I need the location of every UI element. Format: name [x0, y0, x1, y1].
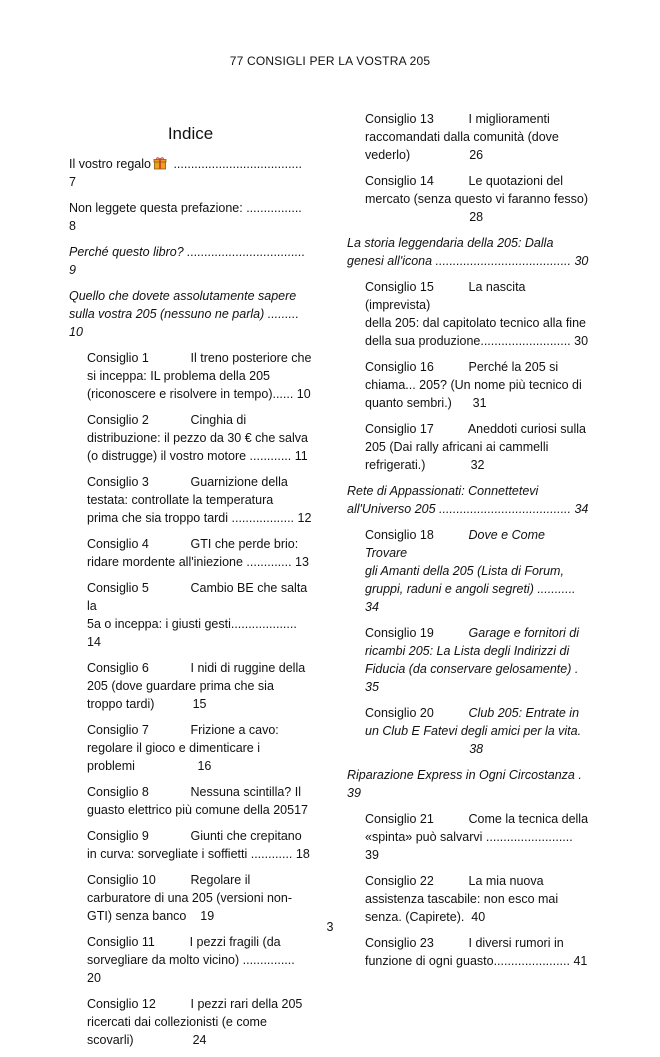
index-heading: Indice	[167, 124, 214, 143]
toc-line: Consiglio 6 I nidi di ruggine della	[87, 661, 306, 675]
toc-line: chiama... 205? (Un nome più tecnico di	[365, 378, 582, 392]
toc-line: quanto sembri.) 31	[365, 396, 487, 410]
toc-entries-right	[347, 110, 590, 970]
toc-line: genesi all'icona ....................................... 30	[347, 254, 589, 268]
toc-line: funzione di ogni guasto...................... 41	[365, 954, 588, 968]
toc-line: Consiglio 5 Cambio BE che salta la	[87, 581, 311, 613]
left-entry-13[interactable]	[87, 827, 312, 863]
left-entry-12[interactable]	[87, 783, 312, 819]
toc-line: gli Amanti della 205 (Lista di Forum,	[365, 564, 564, 578]
toc-line: Consiglio 4 GTI che perde brio:	[87, 537, 299, 551]
toc-line: sorvegliare da molto vicino) ............... 20	[87, 953, 299, 985]
toc-line: un Club E Fatevi degli amici per la vita.	[365, 724, 582, 738]
toc-line: «spinta» può salvarvi ......................... 39	[365, 830, 577, 862]
toc-line: Consiglio 23 I diversi rumori in	[365, 936, 564, 950]
toc-line: scovarli) 24	[87, 1033, 207, 1047]
toc-line: Consiglio 16 Perché la 205 si	[365, 360, 559, 374]
left-entry-8[interactable]	[87, 535, 312, 571]
toc-line: 5a o inceppa: i giusti gesti................... 14	[87, 617, 301, 649]
toc-line: problemi 16	[87, 759, 212, 773]
toc-line: testata: controllate la temperatura	[87, 493, 274, 507]
toc-line: Consiglio 22 La mia nuova	[365, 874, 544, 888]
left-entry-9[interactable]	[87, 579, 312, 651]
toc-line: della 205: dal capitolato tecnico alla fine	[365, 316, 586, 330]
toc-line: Quello che dovete assolutamente sapere	[69, 289, 297, 303]
toc-line	[69, 155, 312, 191]
toc-line: Consiglio 12 I pezzi rari della 205	[87, 997, 303, 1011]
toc-line: (o distrugge) il vostro motore ............ 11	[87, 449, 308, 463]
toc-line: 205 (Dai rally africani ai cammelli	[365, 440, 549, 454]
toc-line: Perché questo libro? .................................. 9	[69, 245, 309, 277]
toc-line: Consiglio 19 Garage e fornitori di	[365, 626, 580, 640]
toc-line: Consiglio 21 Come la tecnica della	[365, 812, 589, 826]
toc-line: all'Universo 205 ...................................... 34	[347, 502, 589, 516]
right-entry-6[interactable]	[365, 420, 590, 474]
right-entry-2[interactable]	[365, 172, 590, 226]
right-entry-9[interactable]	[365, 624, 590, 696]
left-entry-6[interactable]	[87, 411, 312, 465]
gift-icon	[153, 156, 167, 170]
toc-line: guasto elettrico più comune della 20517	[87, 803, 308, 817]
toc-text: Il vostro regalo	[69, 157, 151, 171]
toc-line: Consiglio 10 Regolare il	[87, 873, 251, 887]
right-entry-13[interactable]	[365, 872, 590, 926]
left-entry-15[interactable]	[87, 933, 312, 987]
index-column-right	[347, 110, 590, 978]
toc-line: carburatore di una 205 (versioni non-	[87, 891, 292, 905]
toc-line: Consiglio 15 La nascita (imprevista)	[365, 280, 529, 312]
right-entry-10[interactable]	[365, 704, 590, 758]
toc-line: Consiglio 11 I pezzi fragili (da	[87, 935, 281, 949]
left-entry-14[interactable]	[87, 871, 312, 925]
toc-line: Consiglio 7 Frizione a cavo:	[87, 723, 279, 737]
toc-line: Consiglio 17 Aneddoti curiosi sulla	[365, 422, 586, 436]
left-entry-5[interactable]	[87, 349, 312, 403]
toc-line: assistenza tascabile: non esco mai	[365, 892, 559, 906]
right-entry-3[interactable]	[347, 234, 590, 270]
right-entry-14[interactable]	[365, 934, 590, 970]
toc-line: Consiglio 18 Dove e Come Trovare	[365, 528, 549, 560]
left-entry-2[interactable]	[69, 199, 312, 235]
left-entry-10[interactable]	[87, 659, 312, 713]
toc-line: Rete di Appassionati: Connettetevi	[347, 484, 539, 498]
toc-line: 38	[365, 742, 484, 756]
toc-line: 205 (dove guardare prima che sia	[87, 679, 274, 693]
page-number: 3	[326, 920, 334, 934]
toc-line: in curva: sorvegliate i soffietti ............ 18	[87, 847, 310, 861]
toc-line: Consiglio 20 Club 205: Entrate in	[365, 706, 580, 720]
toc-line: Consiglio 2 Cinghia di	[87, 413, 247, 427]
toc-line: 28	[365, 210, 484, 224]
left-entry-4[interactable]	[69, 287, 312, 341]
toc-line: Riparazione Express in Ogni Circostanza . 39	[347, 768, 586, 800]
toc-line: si inceppa: IL problema della 205	[87, 369, 270, 383]
left-entry-1[interactable]	[69, 155, 312, 191]
right-entry-11[interactable]	[347, 766, 590, 802]
toc-line: ricercati dai collezionisti (e come	[87, 1015, 267, 1029]
toc-line: ridare mordente all'iniezione ............. 13	[87, 555, 309, 569]
right-entry-8[interactable]	[365, 526, 590, 616]
right-entry-4[interactable]	[365, 278, 590, 350]
toc-line: Consiglio 8 Nessuna scintilla? Il	[87, 785, 301, 799]
toc-line: La storia leggendaria della 205: Dalla	[347, 236, 554, 250]
toc-leader: ..................................... 7	[69, 157, 306, 189]
toc-line: Consiglio 9 Giunti che crepitano	[87, 829, 302, 843]
toc-line: gruppi, raduni e angoli segreti) ........... 34	[365, 582, 580, 614]
toc-line: GTI) senza banco 19	[87, 909, 215, 923]
running-header: 77 CONSIGLI PER LA VOSTRA 205	[229, 54, 431, 68]
toc-line: mercato (senza questo vi faranno fesso)	[365, 192, 589, 206]
left-entry-7[interactable]	[87, 473, 312, 527]
left-entry-16[interactable]	[87, 995, 312, 1049]
toc-line: Consiglio 14 Le quotazioni del	[365, 174, 564, 188]
toc-line: Consiglio 13 I miglioramenti	[365, 112, 550, 126]
toc-line: ricambi 205: La Lista degli Indirizzi di	[365, 644, 570, 658]
toc-line: troppo tardi) 15	[87, 697, 207, 711]
toc-entries-left	[69, 155, 312, 1049]
toc-line: Fiducia (da conservare gelosamente) . 35	[365, 662, 582, 694]
toc-line: della sua produzione.......................... 30	[365, 334, 589, 348]
toc-line: Consiglio 3 Guarnizione della	[87, 475, 288, 489]
right-entry-7[interactable]	[347, 482, 590, 518]
toc-line: distribuzione: il pezzo da 30 € che salva	[87, 431, 308, 445]
toc-line: senza. (Capirete). 40	[365, 910, 486, 924]
left-entry-11[interactable]	[87, 721, 312, 775]
right-entry-5[interactable]	[365, 358, 590, 412]
toc-line: Consiglio 1 Il treno posteriore che	[87, 351, 312, 365]
toc-line: Non leggete questa prefazione: ................ 8	[69, 201, 306, 233]
toc-line: refrigerati.) 32	[365, 458, 485, 472]
toc-line: vederlo) 26	[365, 148, 484, 162]
toc-line: regolare il gioco e dimenticare i	[87, 741, 261, 755]
index-column-left	[69, 124, 312, 1057]
toc-line: raccomandati dalla comunità (dove	[365, 130, 559, 144]
toc-line: sulla vostra 205 (nessuno ne parla) ......... 10	[69, 307, 303, 339]
left-entry-3[interactable]	[69, 243, 312, 279]
right-entry-12[interactable]	[365, 810, 590, 864]
toc-line: (riconoscere e risolvere in tempo)...... 10	[87, 387, 311, 401]
toc-line: prima che sia troppo tardi .................. 12	[87, 511, 312, 525]
right-entry-1[interactable]	[365, 110, 590, 164]
